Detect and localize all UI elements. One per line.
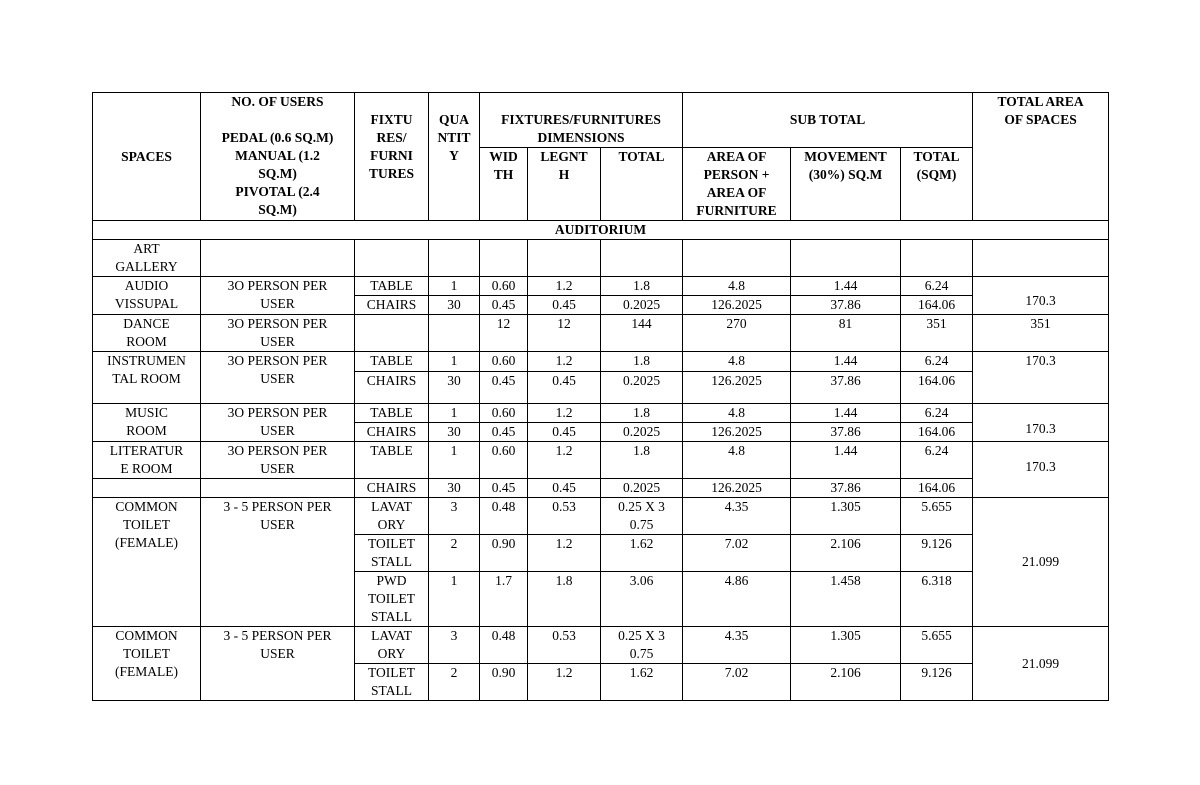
fixture-cell: TABLE — [355, 442, 429, 479]
area-cell: 4.8 — [683, 277, 791, 296]
cell-line: GALLERY — [115, 259, 178, 274]
space-name — [93, 240, 201, 277]
users-cell — [201, 404, 355, 442]
total-cell: 0.2025 — [601, 423, 683, 442]
cell-line: STALL — [371, 683, 412, 698]
cell-line: DANCE — [123, 316, 170, 331]
length-cell: 1.2 — [528, 664, 601, 701]
width-cell: 0.60 — [480, 404, 528, 423]
cell-line: LAVAT — [371, 499, 412, 514]
cell-line: STALL — [371, 609, 412, 624]
area-cell: 4.35 — [683, 627, 791, 664]
header-fixtures — [355, 93, 429, 221]
area-cell: 126.2025 — [683, 372, 791, 404]
movement-cell: 1.458 — [791, 572, 901, 627]
total-sqm-cell: 6.24 — [901, 277, 973, 296]
width-cell: 0.90 — [480, 664, 528, 701]
area-cell: 4.86 — [683, 572, 791, 627]
cell-line: PIVOTAL (2.4 — [235, 184, 320, 199]
cell-line: VISSUPAL — [114, 296, 179, 311]
total-cell: 1.62 — [601, 535, 683, 572]
total-area-cell: 170.3 — [973, 404, 1109, 442]
total-cell — [601, 498, 683, 535]
quantity-cell — [429, 315, 480, 352]
total-sqm-cell: 164.06 — [901, 479, 973, 498]
area-cell: 126.2025 — [683, 479, 791, 498]
fixture-cell: TABLE — [355, 277, 429, 296]
cell-line: FURNITURE — [696, 203, 777, 218]
length-cell: 0.45 — [528, 479, 601, 498]
quantity-cell: 30 — [429, 479, 480, 498]
cell-line: 3O PERSON PER — [227, 278, 328, 293]
cell-line: OF SPACES — [1004, 112, 1077, 127]
quantity-cell: 1 — [429, 277, 480, 296]
header-spaces-text: SPACES — [121, 148, 172, 164]
width-cell: 0.60 — [480, 442, 528, 479]
area-cell: 4.8 — [683, 442, 791, 479]
total-cell: 1.8 — [601, 352, 683, 372]
cell-line: FURNI — [370, 148, 413, 163]
quantity-cell: 30 — [429, 372, 480, 404]
area-cell: 126.2025 — [683, 296, 791, 315]
header-movement — [791, 148, 901, 221]
empty-cell — [683, 240, 791, 277]
length-cell: 0.45 — [528, 372, 601, 404]
header-width — [480, 148, 528, 221]
cell-line: TOTAL AREA — [997, 94, 1084, 109]
quantity-cell: 3 — [429, 498, 480, 535]
row-art-gallery — [93, 240, 1109, 277]
row-instrumental-table — [93, 352, 1109, 372]
quantity-cell: 1 — [429, 352, 480, 372]
cell-line: PEDAL (0.6 SQ.M) — [221, 130, 334, 145]
cell-line: (FEMALE) — [115, 664, 178, 679]
movement-cell: 1.305 — [791, 627, 901, 664]
cell-line: PERSON + — [703, 167, 770, 182]
fixture-cell: TABLE — [355, 352, 429, 372]
movement-cell: 37.86 — [791, 479, 901, 498]
space-name — [93, 627, 201, 701]
empty-cell — [791, 240, 901, 277]
cell-line: AREA OF — [706, 149, 767, 164]
header-total-text: TOTAL — [618, 149, 665, 164]
space-area-table — [92, 92, 1109, 701]
row-toilet2-lavatory — [93, 627, 1109, 664]
width-cell: 0.60 — [480, 277, 528, 296]
quantity-cell: 1 — [429, 442, 480, 479]
empty-cell — [201, 479, 355, 498]
cell-line: Y — [449, 148, 459, 163]
width-cell: 0.45 — [480, 479, 528, 498]
space-area-table-page — [92, 92, 1108, 701]
space-name — [93, 404, 201, 442]
cell-line: ART — [133, 241, 160, 256]
cell-line: NO. OF USERS — [231, 94, 324, 109]
header-users — [201, 93, 355, 221]
cell-line: LEGNT — [540, 149, 588, 164]
total-sqm-cell: 164.06 — [901, 296, 973, 315]
movement-cell: 1.44 — [791, 442, 901, 479]
row-literature-chairs — [93, 479, 1109, 498]
section-title — [93, 221, 1109, 240]
quantity-cell: 1 — [429, 404, 480, 423]
cell-line: E ROOM — [120, 461, 173, 476]
header-subtotal-text: SUB TOTAL — [789, 112, 866, 127]
total-cell: 1.62 — [601, 664, 683, 701]
row-dance-room — [93, 315, 1109, 352]
cell-line: TOILET — [368, 665, 415, 680]
total-sqm-cell: 6.24 — [901, 442, 973, 479]
empty-cell — [901, 240, 973, 277]
space-name — [93, 277, 201, 315]
total-sqm-cell: 6.24 — [901, 352, 973, 372]
width-cell: 0.45 — [480, 372, 528, 404]
fixture-cell — [355, 664, 429, 701]
cell-line: USER — [260, 296, 295, 311]
movement-cell: 37.86 — [791, 296, 901, 315]
quantity-cell: 2 — [429, 664, 480, 701]
length-cell: 1.2 — [528, 535, 601, 572]
section-title-text: AUDITORIUM — [554, 222, 647, 237]
total-area-cell: 170.3 — [973, 352, 1109, 404]
header-total-sqm — [901, 148, 973, 221]
cell-line: SQ.M) — [258, 166, 297, 181]
cell-line: FIXTU — [370, 112, 413, 127]
fixture-cell: CHAIRS — [355, 479, 429, 498]
cell-line: USER — [260, 517, 295, 532]
movement-cell: 1.305 — [791, 498, 901, 535]
cell-line: MOVEMENT — [804, 149, 887, 164]
cell-line: ORY — [377, 517, 406, 532]
cell-line: FIXTURES/FURNITURES — [501, 112, 661, 127]
users-cell — [201, 277, 355, 315]
row-music-table — [93, 404, 1109, 423]
users-cell — [201, 442, 355, 479]
empty-cell — [528, 240, 601, 277]
quantity-cell: 2 — [429, 535, 480, 572]
cell-line: 0.75 — [629, 517, 654, 532]
area-cell: 4.35 — [683, 498, 791, 535]
total-cell — [601, 627, 683, 664]
width-cell: 0.60 — [480, 352, 528, 372]
header-quantity — [429, 93, 480, 221]
length-cell: 1.2 — [528, 352, 601, 372]
header-row-1 — [93, 93, 1109, 148]
cell-line: MANUAL (1.2 — [235, 148, 320, 163]
space-name — [93, 352, 201, 404]
cell-line: 3O PERSON PER — [227, 353, 328, 368]
total-sqm-cell: 9.126 — [901, 664, 973, 701]
area-cell: 4.8 — [683, 352, 791, 372]
cell-line: 3 - 5 PERSON PER — [223, 628, 332, 643]
cell-line: 3 - 5 PERSON PER — [223, 499, 332, 514]
cell-line: USER — [260, 371, 295, 386]
movement-cell: 1.44 — [791, 404, 901, 423]
length-cell: 12 — [528, 315, 601, 352]
row-audio-table — [93, 277, 1109, 296]
cell-line: 3O PERSON PER — [227, 443, 328, 458]
cell-line: INSTRUMEN — [107, 353, 186, 368]
total-area-cell: 170.3 — [973, 442, 1109, 498]
fixture-cell — [355, 498, 429, 535]
total-sqm-cell: 351 — [901, 315, 973, 352]
row-toilet1-lavatory — [93, 498, 1109, 535]
cell-line: USER — [260, 334, 295, 349]
header-length — [528, 148, 601, 221]
movement-cell: 2.106 — [791, 535, 901, 572]
cell-line: TAL ROOM — [112, 371, 181, 386]
total-sqm-cell: 5.655 — [901, 498, 973, 535]
length-cell: 1.2 — [528, 277, 601, 296]
cell-line: ORY — [377, 646, 406, 661]
empty-cell — [201, 240, 355, 277]
fixture-cell — [355, 315, 429, 352]
length-cell: 0.53 — [528, 627, 601, 664]
cell-line: RES/ — [376, 130, 407, 145]
fixture-cell — [355, 627, 429, 664]
space-name — [93, 442, 201, 479]
users-cell — [201, 352, 355, 404]
header-dimensions — [480, 93, 683, 148]
cell-line: COMMON — [115, 628, 178, 643]
cell-line: 0.75 — [629, 646, 654, 661]
cell-line: 3O PERSON PER — [227, 405, 328, 420]
length-cell: 0.53 — [528, 498, 601, 535]
space-name — [93, 498, 201, 627]
cell-line: PWD — [376, 573, 407, 588]
row-literature-table — [93, 442, 1109, 479]
width-cell: 12 — [480, 315, 528, 352]
cell-line: TOILET — [368, 591, 415, 606]
cell-line: USER — [260, 646, 295, 661]
total-sqm-cell: 6.318 — [901, 572, 973, 627]
empty-cell — [973, 240, 1109, 277]
header-total — [601, 148, 683, 221]
fixture-cell — [355, 572, 429, 627]
cell-line: 0.25 X 3 — [618, 628, 665, 643]
total-cell: 1.8 — [601, 404, 683, 423]
header-spaces — [93, 93, 201, 221]
cell-line: MUSIC — [125, 405, 168, 420]
area-cell: 270 — [683, 315, 791, 352]
users-cell — [201, 315, 355, 352]
fixture-cell: CHAIRS — [355, 372, 429, 404]
length-cell: 0.45 — [528, 296, 601, 315]
cell-line: WID — [489, 149, 518, 164]
total-area-cell: 170.3 — [973, 277, 1109, 315]
header-area-of-person — [683, 148, 791, 221]
movement-cell: 37.86 — [791, 372, 901, 404]
length-cell: 1.2 — [528, 404, 601, 423]
total-cell: 3.06 — [601, 572, 683, 627]
movement-cell: 81 — [791, 315, 901, 352]
cell-line: ROOM — [126, 334, 167, 349]
cell-line: 3O PERSON PER — [227, 316, 328, 331]
width-cell: 0.45 — [480, 296, 528, 315]
cell-line: ROOM — [126, 423, 167, 438]
quantity-cell: 3 — [429, 627, 480, 664]
total-sqm-cell: 6.24 — [901, 404, 973, 423]
total-cell: 0.2025 — [601, 479, 683, 498]
width-cell: 1.7 — [480, 572, 528, 627]
cell-line: (SQM) — [916, 167, 957, 182]
movement-cell: 2.106 — [791, 664, 901, 701]
cell-line: STALL — [371, 554, 412, 569]
area-cell: 4.8 — [683, 404, 791, 423]
cell-line: AUDIO — [124, 278, 169, 293]
total-area-cell: 21.099 — [973, 498, 1109, 627]
fixture-cell: CHAIRS — [355, 423, 429, 442]
area-cell: 126.2025 — [683, 423, 791, 442]
cell-line: TOILET — [123, 646, 170, 661]
cell-line: DIMENSIONS — [537, 130, 625, 145]
movement-cell: 1.44 — [791, 277, 901, 296]
total-cell: 0.2025 — [601, 372, 683, 404]
header-total-area — [973, 93, 1109, 221]
users-cell — [201, 627, 355, 701]
empty-cell — [93, 479, 201, 498]
movement-cell: 37.86 — [791, 423, 901, 442]
empty-cell — [480, 240, 528, 277]
width-cell: 0.45 — [480, 423, 528, 442]
total-cell: 1.8 — [601, 442, 683, 479]
cell-line: SQ.M) — [258, 202, 297, 217]
total-cell: 0.2025 — [601, 296, 683, 315]
width-cell: 0.90 — [480, 535, 528, 572]
cell-line: H — [558, 167, 570, 182]
cell-line: USER — [260, 423, 295, 438]
cell-line: USER — [260, 461, 295, 476]
cell-line: LAVAT — [371, 628, 412, 643]
header-subtotal — [683, 93, 973, 148]
quantity-cell: 30 — [429, 296, 480, 315]
empty-cell — [601, 240, 683, 277]
width-cell: 0.48 — [480, 498, 528, 535]
fixture-cell — [355, 535, 429, 572]
quantity-cell: 1 — [429, 572, 480, 627]
cell-line: TOTAL — [913, 149, 960, 164]
total-area-cell: 21.099 — [973, 627, 1109, 701]
length-cell: 0.45 — [528, 423, 601, 442]
area-cell: 7.02 — [683, 535, 791, 572]
length-cell: 1.2 — [528, 442, 601, 479]
cell-line: TOILET — [123, 517, 170, 532]
empty-cell — [429, 240, 480, 277]
cell-line: TURES — [368, 166, 414, 181]
width-cell: 0.48 — [480, 627, 528, 664]
cell-line: (FEMALE) — [115, 535, 178, 550]
total-area-cell: 351 — [973, 315, 1109, 352]
length-cell: 1.8 — [528, 572, 601, 627]
empty-cell — [355, 240, 429, 277]
section-row — [93, 221, 1109, 240]
total-cell: 1.8 — [601, 277, 683, 296]
total-sqm-cell: 5.655 — [901, 627, 973, 664]
movement-cell: 1.44 — [791, 352, 901, 372]
cell-line: QUA — [439, 112, 469, 127]
fixture-cell: TABLE — [355, 404, 429, 423]
total-sqm-cell: 164.06 — [901, 423, 973, 442]
cell-line: (30%) SQ.M — [808, 167, 883, 182]
cell-line — [203, 111, 352, 129]
cell-line: AREA OF — [706, 185, 767, 200]
cell-line: NTIT — [437, 130, 471, 145]
quantity-cell: 30 — [429, 423, 480, 442]
cell-line: 0.25 X 3 — [618, 499, 665, 514]
total-sqm-cell: 9.126 — [901, 535, 973, 572]
cell-line: TOILET — [368, 536, 415, 551]
cell-line: COMMON — [115, 499, 178, 514]
cell-line: LITERATUR — [109, 443, 184, 458]
area-cell: 7.02 — [683, 664, 791, 701]
users-cell — [201, 498, 355, 627]
space-name — [93, 315, 201, 352]
total-cell: 144 — [601, 315, 683, 352]
cell-line: TH — [493, 167, 514, 182]
total-sqm-cell: 164.06 — [901, 372, 973, 404]
fixture-cell: CHAIRS — [355, 296, 429, 315]
